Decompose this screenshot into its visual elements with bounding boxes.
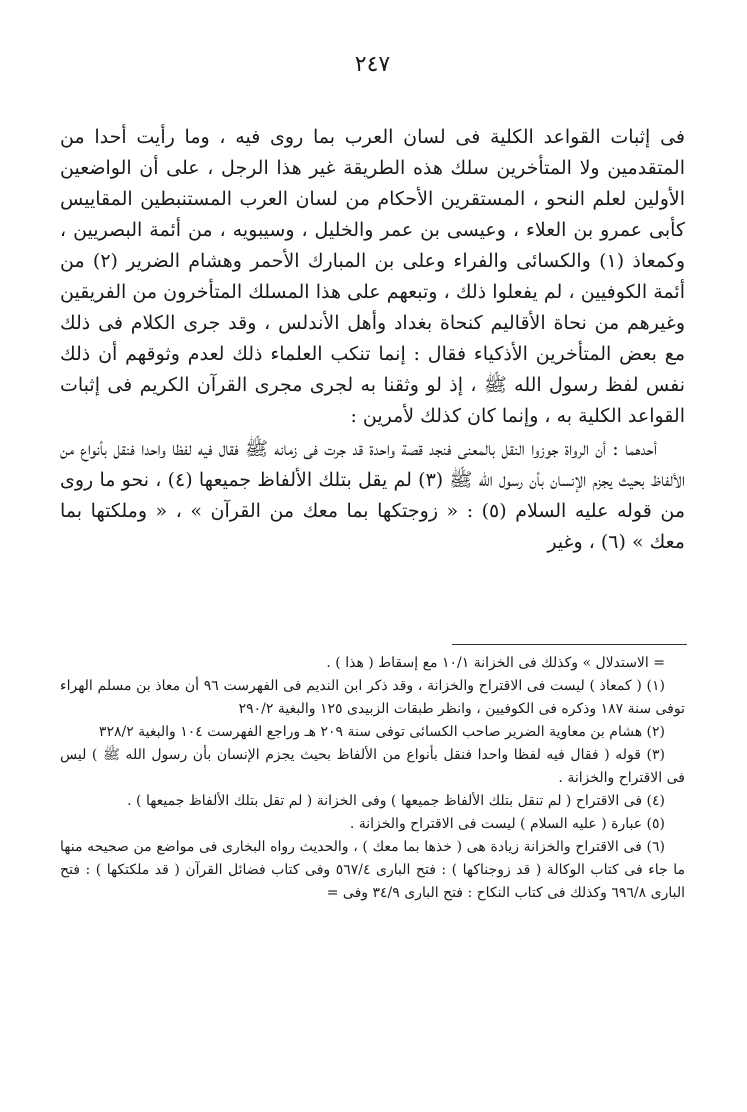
footnote: = الاستدلال » وكذلك فى الخزانة ١٠/١ مع إسقاط ( هذا ) . xyxy=(326,655,665,671)
page-number: ٢٤٧ xyxy=(354,52,391,77)
footnote: (٤) فى الاقتراح ( لم تنقل بتلك الألفاظ جميعها ) وفى الخزانة ( لم تقل بتلك الألفاظ جميعها ) . xyxy=(127,793,665,809)
main-text xyxy=(60,122,685,558)
footnote: (٢) هشام بن معاوية الضرير صاحب الكسائى توفى سنة ٢٠٩ هـ وراجع الفهرست ١٠٤ والبغية ٣٢٨/٢ xyxy=(98,724,665,740)
footnote-divider xyxy=(452,644,687,645)
footnote: (٦) فى الاقتراح والخزانة زيادة هى ( خذها بما معك ) ، والحديث رواه البخارى فى مواضع من صحيحه منها ما جاء فى كتاب الوكالة ( قد زوجناكها ) : فتح البارى ٥٦٧/٤ وفى كتاب فضائل القرآن ( قد ملكتكها ) : فتح البارى ٦٩٦/٨ وكذلك فى كتاب النكاح : فتح البارى ٣٤/٩ وفى = xyxy=(60,839,685,901)
body-paragraph: فى إثبات القواعد الكلية فى لسان العرب بما روى فيه ، وما رأيت أحدا من المتقدمين ولا المتأخرين سلك هذه الطريقة غير هذا الرجل ، على أن الواضعين الأولين لعلم النحو ، المستقرين الأحكام من لسان العرب المستنبطين المقاييس كأبى عمرو بن العلاء ، وعيسى بن عمر والخليل ، وسيبويه ، من أئمة البصريين ، وكمعاذ (١) والكسائى والفراء وعلى بن المبارك الأحمر وهشام الضرير (٢) من أئمة الكوفيين ، لم يفعلوا ذلك ، وتبعهم على هذا المسلك المتأخرون من الفريقين وغيرهم من نحاة الأقاليم كنحاة بغداد وأهل الأندلس ، وقد جرى الكلام فى ذلك مع بعض المتأخرين الأذكياء فقال : إنما تنكب العلماء ذلك لعدم وثوقهم أن ذلك نفس لفظ رسول الله ﷺ ، إذ لو وثقنا به لجرى مجرى القرآن الكريم فى إثبات القواعد الكلية به ، وإنما كان كذلك لأمرين : xyxy=(60,126,685,427)
body-paragraph: أحدهما : أن الرواة جوزوا النقل بالمعنى فنجد قصة واحدة قد جرت فى زمانه ﷺ فقال فيه لفظا واحدا فنقل بأنواع من الألفاظ بحيث يجزم الإنسان بأن رسول الله ﷺ (٣) لم يقل بتلك الألفاظ جميعها (٤) ، نحو ما روى من قوله عليه السلام (٥) : « زوجتكها بما معك من القرآن » ، « وملكتها بما معك » (٦) ، وغير xyxy=(60,438,685,553)
footnote: (١) ( كمعاذ ) ليست فى الاقتراح والخزانة ، وقد ذكر ابن النديم فى الفهرست ٩٦ أن معاذ بن مسلم الهراء توفى سنة ١٨٧ وذكره فى الكوفيين ، وانظر طبقات الزبيدى ١٢٥ والبغية ٢٩٠/٢ xyxy=(60,678,685,717)
footnotes xyxy=(60,652,685,905)
footnote: (٥) عبارة ( عليه السلام ) ليست فى الاقتراح والخزانة . xyxy=(349,816,665,832)
footnote: (٣) قوله ( فقال فيه لفظا واحدا فنقل بأنواع من الألفاظ بحيث يجزم الإنسان بأن رسول الله ﷺ ) ليس فى الاقتراح والخزانة . xyxy=(60,747,685,786)
